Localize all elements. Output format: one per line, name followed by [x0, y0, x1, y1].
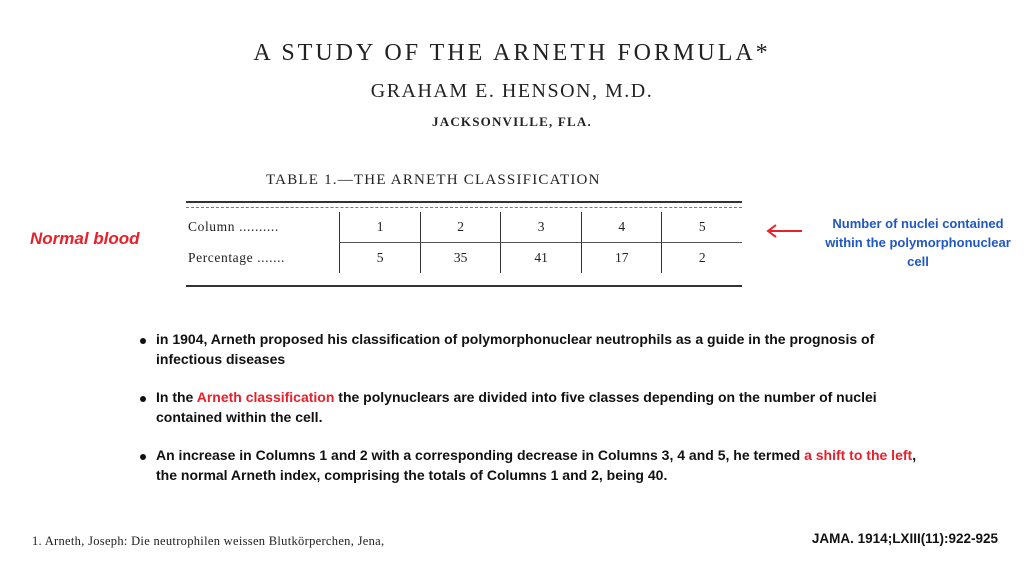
table-top-rule-dashed: [186, 207, 742, 208]
arneth-classification-table: [186, 212, 742, 273]
table-cell: 5: [662, 212, 742, 243]
table-cell: 3: [501, 212, 582, 243]
bullet-text: , the normal Arneth index, comprising the totals of Columns 1 and 2, being 40.: [156, 447, 917, 483]
author-location: JACKSONVILLE, FLA.: [432, 114, 592, 129]
journal-citation: JAMA. 1914;LXIII(11):922-925: [811, 531, 998, 546]
bullet-list: [138, 330, 928, 504]
table-caption: TABLE 1.—THE ARNETH CLASSIFICATION: [266, 172, 601, 188]
bullet-dot-icon: [140, 454, 146, 460]
table-bottom-rule: [186, 285, 742, 287]
table-top-rule: [186, 201, 742, 203]
table-cell: 1: [340, 212, 420, 243]
table-cell: 17: [581, 243, 662, 274]
bullet-text: In the: [156, 389, 197, 405]
table-cell: 4: [581, 212, 662, 243]
bullet-text: An increase in Columns 1 and 2 with a corresponding decrease in Columns 3, 4 and 5, he termed: [156, 447, 805, 463]
table-cell: 2: [420, 212, 501, 243]
table-row-label: Column ..........: [188, 219, 279, 235]
left-arrow-icon: [764, 221, 804, 241]
table-cell: 2: [662, 243, 742, 274]
nuclei-count-note: Number of nuclei contained within the polymorphonuclear cell: [825, 216, 1011, 269]
bullet-text: in 1904, Arneth proposed his classification of polymorphonuclear neutrophils as a guide in the prognosis of infectious diseases: [156, 331, 875, 367]
normal-blood-label: Normal blood: [30, 229, 140, 248]
table-cell: 5: [340, 243, 420, 274]
table-row-percentage: [186, 243, 742, 274]
author-name: GRAHAM E. HENSON, M.D.: [370, 80, 654, 102]
reference-footnote: 1. Arneth, Joseph: Die neutrophilen weissen Blutkörperchen, Jena,: [32, 534, 385, 548]
table-cell: 35: [420, 243, 501, 274]
list-item: [138, 388, 928, 427]
bullet-dot-icon: [140, 396, 146, 402]
highlight-arneth-classification: Arneth classification: [196, 389, 335, 405]
article-title: A STUDY OF THE ARNETH FORMULA*: [253, 40, 771, 66]
table-row-label: Percentage .......: [188, 249, 286, 265]
list-item: [138, 446, 928, 485]
list-item: [138, 330, 928, 369]
highlight-shift-to-left: a shift to the left: [804, 447, 913, 463]
bullet-text: the polynuclears are divided into five classes depending on the number of nuclei contained within the cell.: [156, 389, 877, 425]
table-row-column: [186, 212, 742, 243]
table-cell: 41: [501, 243, 582, 274]
bullet-dot-icon: [140, 338, 146, 344]
